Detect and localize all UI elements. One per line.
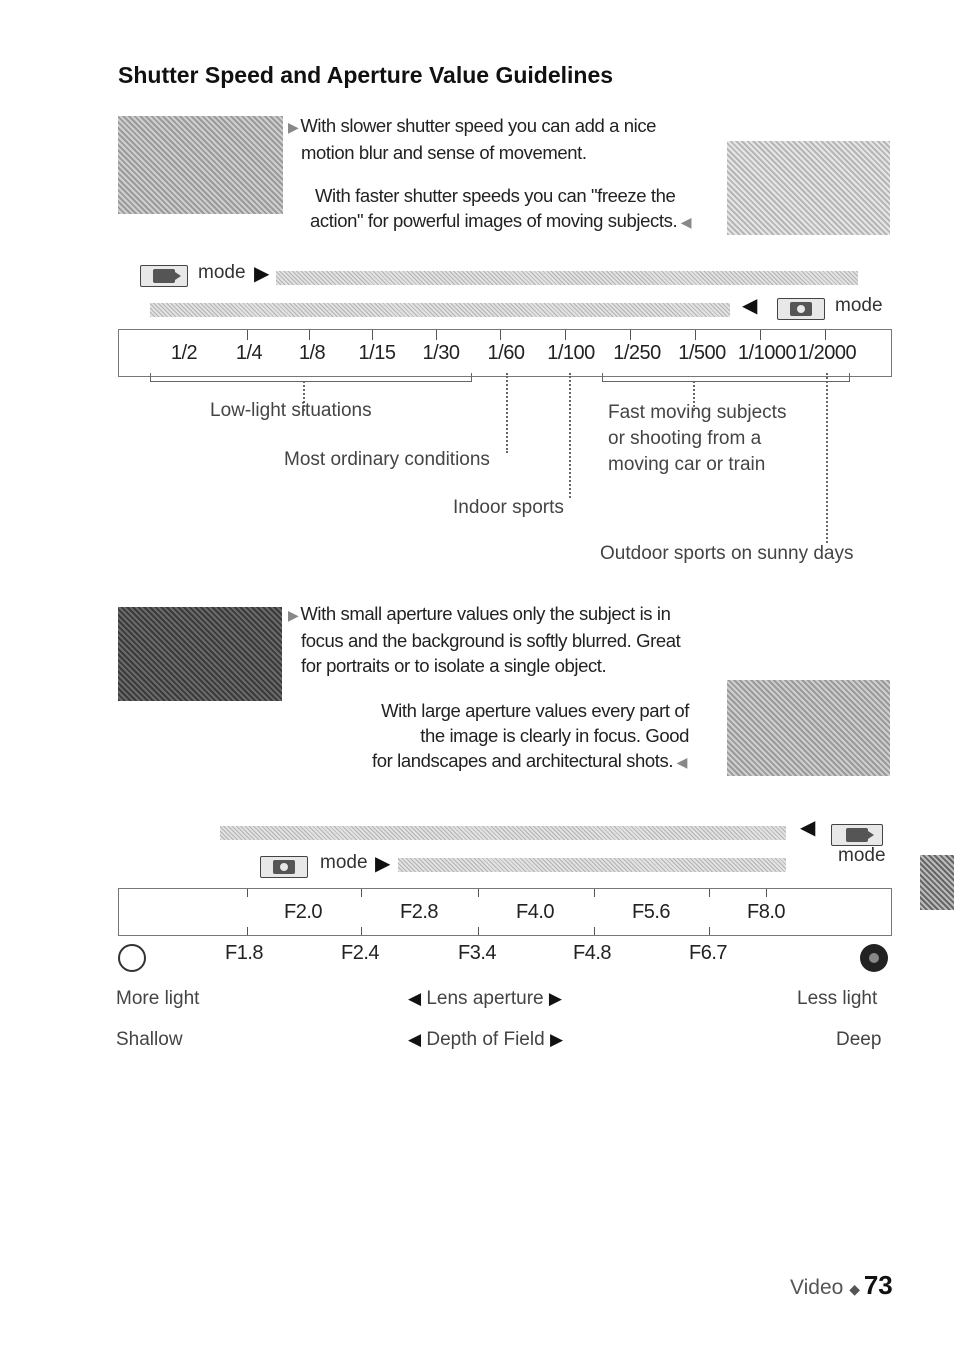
motion-blur-photo: [118, 116, 283, 214]
fast-moving-label: Fast moving subjects or shooting from a moving car or train: [608, 402, 787, 475]
aperture-label: F2.8: [399, 901, 439, 923]
right-triangle-icon: ▶: [375, 853, 391, 875]
speed-label: 1/30: [422, 342, 460, 364]
aperture-label: F4.0: [515, 901, 555, 923]
more-light-label: More light: [116, 988, 200, 1009]
left-triangle-icon: ◀: [408, 989, 422, 1008]
speed-label: 1/500: [678, 342, 726, 364]
outdoor-connector: [826, 373, 829, 543]
left-triangle-icon: ◀: [800, 817, 816, 839]
snowboarder-photo: [727, 141, 890, 235]
chapter-tab: [920, 855, 954, 910]
photo-mode-icon: [777, 298, 825, 320]
page-footer: Video ◆ 73: [790, 1270, 893, 1300]
page-title: Shutter Speed and Aperture Value Guidelines: [118, 62, 614, 88]
lens-aperture-label: ◀ Lens aperture ▶: [408, 988, 562, 1009]
indoor-connector: [569, 373, 572, 498]
ordinary-conditions-label: Most ordinary conditions: [284, 449, 490, 470]
video-mode-label: mode: [838, 845, 886, 866]
page-number: 73: [863, 1270, 893, 1300]
aperture-label: F2.4: [340, 942, 380, 964]
speed-label: 1/100: [547, 342, 595, 364]
right-triangle-icon: ▶: [254, 263, 270, 285]
outdoor-sports-label: Outdoor sports on sunny days: [600, 543, 854, 564]
photo-mode-range-bar: [150, 303, 730, 317]
aperture-label: F5.6: [631, 901, 671, 923]
pointer-left-icon: ◀: [673, 754, 687, 770]
fast-moving-bracket: [602, 373, 850, 382]
aperture-label: F8.0: [746, 901, 786, 923]
small-aperture-text: ▶ With small aperture values only the subject is in focus and the background is softly blurred. Great for portraits or to isolate a single object.: [288, 603, 681, 676]
pointer-icon: ▶: [288, 607, 299, 623]
speed-label: 1/8: [298, 342, 326, 364]
depth-of-field-label: ◀ Depth of Field ▶: [408, 1029, 564, 1050]
left-triangle-icon: ◀: [742, 295, 758, 317]
photo-mode-range-bar: [398, 858, 786, 872]
slow-shutter-text: ▶ With slower shutter speed you can add a nice motion blur and sense of movement.: [288, 115, 657, 163]
video-mode-icon: [831, 824, 883, 846]
speed-label: 1/15: [358, 342, 396, 364]
shallow-label: Shallow: [116, 1029, 183, 1050]
speed-label: 1/60: [487, 342, 525, 364]
low-light-label: Low-light situations: [210, 400, 372, 421]
aperture-scale: [118, 888, 892, 936]
closed-aperture-icon: [860, 944, 888, 972]
video-mode-range-bar: [276, 271, 858, 285]
aperture-label: F6.7: [688, 942, 728, 964]
speed-label: 1/250: [613, 342, 661, 364]
video-mode-range-bar: [220, 826, 786, 840]
video-mode-label: mode: [198, 262, 246, 283]
photo-mode-icon: [260, 856, 308, 878]
open-aperture-icon: [118, 944, 146, 972]
photo-mode-label: mode: [835, 295, 883, 316]
aperture-label: F2.0: [283, 901, 323, 923]
speed-label: 1/2: [170, 342, 198, 364]
less-light-label: Less light: [797, 988, 878, 1009]
left-triangle-icon: ◀: [408, 1030, 422, 1049]
low-light-bracket: [150, 373, 472, 382]
shutter-speed-scale: [118, 329, 892, 377]
speed-label: 1/1000: [737, 342, 797, 364]
pointer-icon: ▶: [288, 119, 299, 135]
photo-mode-label: mode: [320, 852, 368, 873]
flower-bokeh-photo: [118, 607, 282, 701]
fast-shutter-text: With faster shutter speeds you can "freeze the action" for powerful images of moving subjects. ◀: [310, 185, 692, 231]
aperture-label: F3.4: [457, 942, 497, 964]
speed-label: 1/2000: [797, 342, 857, 364]
landscape-photo: [727, 680, 890, 776]
right-triangle-icon: ▶: [548, 989, 562, 1008]
deep-label: Deep: [836, 1029, 882, 1050]
aperture-label: F1.8: [224, 942, 264, 964]
large-aperture-text: With large aperture values every part of the image is clearly in focus. Good for landscapes and architectural shots. ◀: [372, 700, 689, 771]
speed-label: 1/4: [235, 342, 263, 364]
video-mode-icon: [140, 265, 188, 287]
right-triangle-icon: ▶: [549, 1030, 564, 1049]
aperture-label: F4.8: [572, 942, 612, 964]
indoor-sports-label: Indoor sports: [453, 497, 564, 518]
diamond-icon: ◆: [849, 1281, 864, 1297]
ordinary-connector: [506, 373, 509, 453]
pointer-left-icon: ◀: [677, 214, 692, 230]
